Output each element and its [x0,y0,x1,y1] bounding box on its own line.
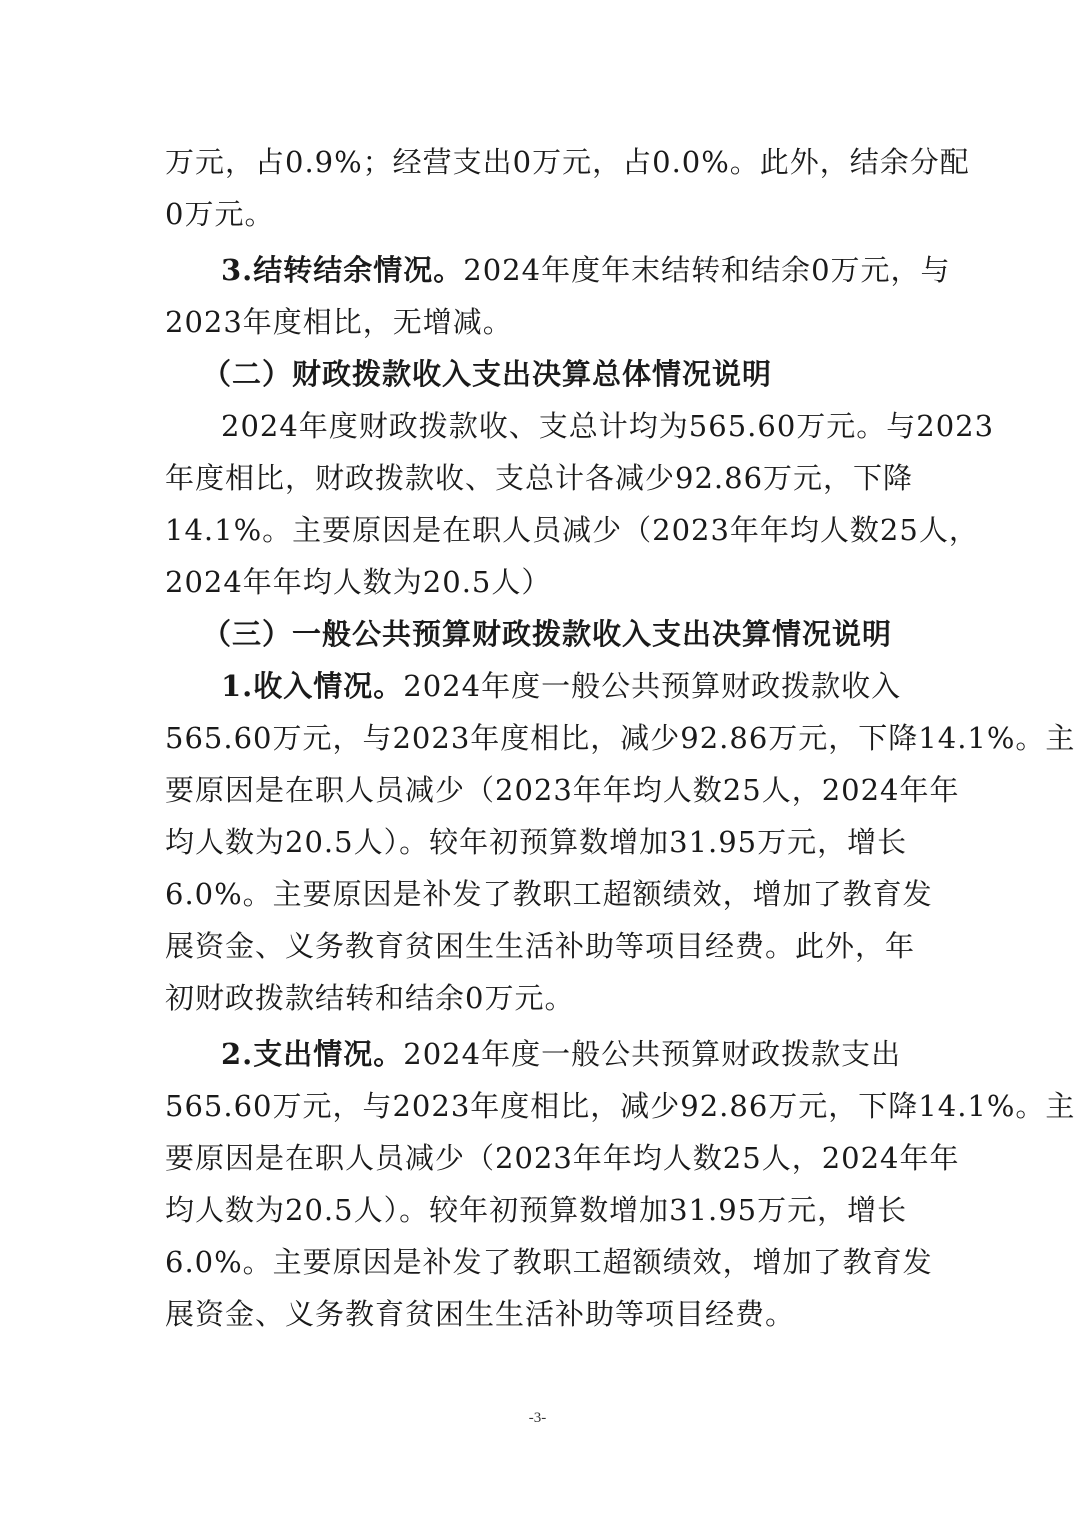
text-line: 要原因是在职人员减少（2023年年均人数25人，2024年年 [165,773,960,807]
paragraph-lead: 2.支出情况。 [221,1037,404,1071]
section-heading-3: （三）一般公共预算财政拨款收入支出决算情况说明 [202,617,893,651]
text-line: 均人数为20.5人）。较年初预算数增加31.95万元，增长 [165,1193,908,1227]
page-number: -3- [528,1410,547,1426]
section-heading-2: （二）财政拨款收入支出决算总体情况说明 [202,357,773,391]
paragraph-text: 2024年度一般公共预算财政拨款收入 [403,669,902,703]
paragraph-text: 2024年度年末结转和结余0万元，与 [463,253,951,287]
paragraph-text: 2024年度一般公共预算财政拨款支出 [403,1037,902,1071]
paragraph-expenditure [165,1028,917,1080]
text-line: 2023年度相比，无增减。 [165,305,513,339]
text-line: 初财政拨款结转和结余0万元。 [165,981,575,1015]
text-line: 565.60万元，与2023年度相比，减少92.86万元，下降14.1%。主 [165,721,1075,755]
text-line: 6.0%。主要原因是补发了教职工超额绩效，增加了教育发 [165,1245,933,1279]
text-line: 0万元。 [165,197,275,231]
text-line: 展资金、义务教育贫困生生活补助等项目经费。此外，年 [165,929,916,963]
text-line: 年度相比，财政拨款收、支总计各减少92.86万元，下降 [165,461,914,495]
paragraph-carryover-balance [165,244,951,296]
document-body [165,136,1075,1340]
text-line: 均人数为20.5人）。较年初预算数增加31.95万元，增长 [165,825,908,859]
text-line: 要原因是在职人员减少（2023年年均人数25人，2024年年 [165,1141,960,1175]
paragraph-income [165,660,917,712]
text-line: 14.1%。主要原因是在职人员减少（2023年年均人数25人， [165,513,979,547]
text-line: 万元，占0.9%；经营支出0万元，占0.0%。此外，结余分配 [165,145,970,179]
paragraph-lead: 3.结转结余情况。 [221,253,464,287]
paragraph-lead: 1.收入情况。 [221,669,404,703]
text-line: 2024年度财政拨款收、支总计均为565.60万元。与2023 [221,409,995,443]
text-line: 2024年年均人数为20.5人） [165,565,552,599]
text-line: 6.0%。主要原因是补发了教职工超额绩效，增加了教育发 [165,877,933,911]
text-line: 565.60万元，与2023年度相比，减少92.86万元，下降14.1%。主 [165,1089,1075,1123]
text-line: 展资金、义务教育贫困生生活补助等项目经费。 [165,1297,796,1331]
